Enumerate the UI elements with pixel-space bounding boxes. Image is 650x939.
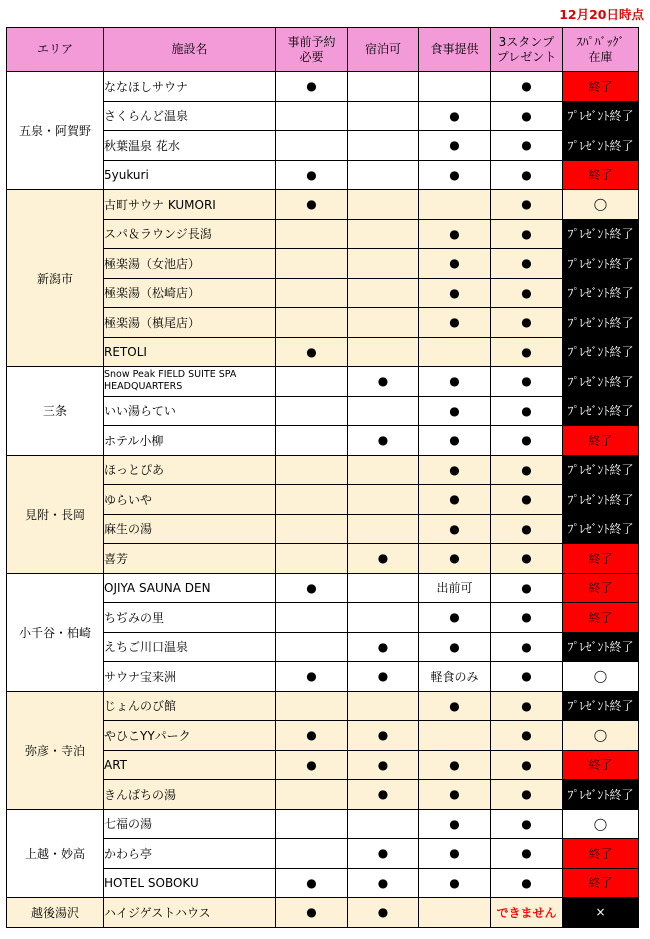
stay-cell: ●	[348, 839, 419, 869]
table-row	[7, 190, 639, 220]
stay-cell	[348, 160, 419, 190]
facility-name: 極楽湯（女池店）	[104, 249, 276, 279]
stamp-cell: ●	[491, 780, 563, 810]
stock-status: ﾌﾟﾚｾﾞﾝﾄ終了	[563, 219, 639, 249]
facility-name: 秋葉温泉 花水	[104, 131, 276, 161]
meal-cell: ●	[419, 160, 491, 190]
meal-cell: ●	[419, 455, 491, 485]
stamp-cell: ●	[491, 485, 563, 515]
meal-cell: ●	[419, 868, 491, 898]
stay-cell	[348, 573, 419, 603]
reservation-cell: ●	[276, 72, 348, 102]
stay-cell	[348, 219, 419, 249]
meal-cell: ●	[419, 426, 491, 456]
meal-cell: 出前可	[419, 573, 491, 603]
stock-status: ×	[563, 898, 639, 928]
header-row	[7, 28, 639, 72]
reservation-cell	[276, 839, 348, 869]
reservation-cell: ●	[276, 662, 348, 692]
stay-cell	[348, 514, 419, 544]
table-row	[7, 72, 639, 102]
facility-name: ちぢみの里	[104, 603, 276, 633]
facility-name: スパ＆ラウンジ長潟	[104, 219, 276, 249]
meal-cell: ●	[419, 691, 491, 721]
stock-status: ﾌﾟﾚｾﾞﾝﾄ終了	[563, 308, 639, 338]
facility-name: ホテル小柳	[104, 426, 276, 456]
stay-cell	[348, 72, 419, 102]
stock-status: ﾌﾟﾚｾﾞﾝﾄ終了	[563, 485, 639, 515]
stamp-cell: ●	[491, 455, 563, 485]
stock-status: 終了	[563, 839, 639, 869]
stock-status: ﾌﾟﾚｾﾞﾝﾄ終了	[563, 278, 639, 308]
facility-name: 極楽湯（槙尾店）	[104, 308, 276, 338]
meal-cell: ●	[419, 603, 491, 633]
header-facility: 施設名	[104, 28, 276, 72]
area-cell: 弥彦・寺泊	[7, 691, 104, 809]
stamp-cell: ●	[491, 278, 563, 308]
stamp-cell: ●	[491, 72, 563, 102]
reservation-cell	[276, 691, 348, 721]
stay-cell	[348, 455, 419, 485]
reservation-cell	[276, 101, 348, 131]
stock-status: 終了	[563, 160, 639, 190]
stamp-cell: ●	[491, 603, 563, 633]
reservation-cell	[276, 809, 348, 839]
stock-status: 終了	[563, 750, 639, 780]
table-row	[7, 573, 639, 603]
meal-cell: ●	[419, 809, 491, 839]
facility-name: Snow Peak FIELD SUITE SPA HEADQUARTERS	[104, 367, 276, 397]
stamp-cell: ●	[491, 514, 563, 544]
area-cell: 五泉・阿賀野	[7, 72, 104, 190]
facility-name: きんぱちの湯	[104, 780, 276, 810]
table-row	[7, 898, 639, 928]
facility-name: さくらんど温泉	[104, 101, 276, 131]
stamp-cell: ●	[491, 868, 563, 898]
stay-cell: ●	[348, 367, 419, 397]
facility-name: 喜芳	[104, 544, 276, 574]
stock-status: 終了	[563, 868, 639, 898]
stock-status: 終了	[563, 72, 639, 102]
stock-status: ﾌﾟﾚｾﾞﾝﾄ終了	[563, 337, 639, 367]
stay-cell	[348, 337, 419, 367]
meal-cell: ●	[419, 131, 491, 161]
stamp-cell: ●	[491, 337, 563, 367]
stock-status: ◯	[563, 809, 639, 839]
meal-cell: ●	[419, 219, 491, 249]
facility-name: HOTEL SOBOKU	[104, 868, 276, 898]
stock-status: ◯	[563, 662, 639, 692]
meal-cell: ●	[419, 278, 491, 308]
facility-name: ハイジゲストハウス	[104, 898, 276, 928]
stay-cell	[348, 131, 419, 161]
stay-cell: ●	[348, 544, 419, 574]
area-cell: 新潟市	[7, 190, 104, 367]
stamp-cell: ●	[491, 691, 563, 721]
stock-status: ﾌﾟﾚｾﾞﾝﾄ終了	[563, 514, 639, 544]
facility-name: サウナ宝来洲	[104, 662, 276, 692]
stamp-cell: できません	[491, 898, 563, 928]
stay-cell: ●	[348, 632, 419, 662]
stamp-cell: ●	[491, 573, 563, 603]
stock-status: ﾌﾟﾚｾﾞﾝﾄ終了	[563, 691, 639, 721]
stamp-cell: ●	[491, 632, 563, 662]
stock-status: ﾌﾟﾚｾﾞﾝﾄ終了	[563, 455, 639, 485]
reservation-cell	[276, 131, 348, 161]
meal-cell: ●	[419, 249, 491, 279]
reservation-cell	[276, 219, 348, 249]
stay-cell	[348, 308, 419, 338]
stay-cell: ●	[348, 868, 419, 898]
stay-cell	[348, 485, 419, 515]
facility-name: ゆらいや	[104, 485, 276, 515]
meal-cell: ●	[419, 396, 491, 426]
reservation-cell	[276, 278, 348, 308]
stay-cell: ●	[348, 750, 419, 780]
reservation-cell	[276, 485, 348, 515]
stock-status: ﾌﾟﾚｾﾞﾝﾄ終了	[563, 367, 639, 397]
stamp-cell: ●	[491, 721, 563, 751]
stay-cell	[348, 691, 419, 721]
reservation-cell: ●	[276, 190, 348, 220]
reservation-cell	[276, 396, 348, 426]
facility-name: OJIYA SAUNA DEN	[104, 573, 276, 603]
reservation-cell	[276, 780, 348, 810]
stamp-cell: ●	[491, 101, 563, 131]
stock-status: ﾌﾟﾚｾﾞﾝﾄ終了	[563, 632, 639, 662]
meal-cell	[419, 337, 491, 367]
facility-name: ほっとぴあ	[104, 455, 276, 485]
stay-cell: ●	[348, 721, 419, 751]
table-row	[7, 367, 639, 397]
area-cell: 見附・長岡	[7, 455, 104, 573]
reservation-cell: ●	[276, 160, 348, 190]
reservation-cell	[276, 544, 348, 574]
stock-status: 終了	[563, 544, 639, 574]
header-reservation: 事前予約 必要	[276, 28, 348, 72]
facility-name: かわら亭	[104, 839, 276, 869]
stock-status: 終了	[563, 426, 639, 456]
meal-cell: ●	[419, 101, 491, 131]
meal-cell	[419, 721, 491, 751]
reservation-cell: ●	[276, 750, 348, 780]
stock-status: ﾌﾟﾚｾﾞﾝﾄ終了	[563, 131, 639, 161]
meal-cell: ●	[419, 367, 491, 397]
reservation-cell	[276, 455, 348, 485]
facility-name: じょんのび館	[104, 691, 276, 721]
stamp-cell: ●	[491, 131, 563, 161]
reservation-cell	[276, 249, 348, 279]
table-row	[7, 455, 639, 485]
table-body	[7, 72, 639, 928]
reservation-cell: ●	[276, 721, 348, 751]
meal-cell: 軽食のみ	[419, 662, 491, 692]
stay-cell	[348, 278, 419, 308]
as-of-date: 12月20日時点	[559, 7, 644, 22]
table-row	[7, 691, 639, 721]
facility-name: 七福の湯	[104, 809, 276, 839]
header-area: エリア	[7, 28, 104, 72]
area-cell: 上越・妙高	[7, 809, 104, 898]
reservation-cell: ●	[276, 337, 348, 367]
stay-cell	[348, 603, 419, 633]
stamp-cell: ●	[491, 809, 563, 839]
area-cell: 越後湯沢	[7, 898, 104, 928]
stock-status: 終了	[563, 603, 639, 633]
header-stock: ｽﾊﾟﾊﾞｯｸﾞ 在庫	[563, 28, 639, 72]
meal-cell: ●	[419, 750, 491, 780]
stamp-cell: ●	[491, 219, 563, 249]
stay-cell	[348, 809, 419, 839]
facility-name: いい湯らてい	[104, 396, 276, 426]
reservation-cell	[276, 632, 348, 662]
stock-status: ﾌﾟﾚｾﾞﾝﾄ終了	[563, 396, 639, 426]
stay-cell	[348, 101, 419, 131]
facility-name: ART	[104, 750, 276, 780]
stamp-cell: ●	[491, 662, 563, 692]
meal-cell	[419, 898, 491, 928]
meal-cell	[419, 190, 491, 220]
stock-status: ◯	[563, 721, 639, 751]
facility-name: 麻生の湯	[104, 514, 276, 544]
stamp-cell: ●	[491, 367, 563, 397]
stamp-cell: ●	[491, 396, 563, 426]
facility-name: 5yukuri	[104, 160, 276, 190]
stamp-cell: ●	[491, 750, 563, 780]
meal-cell: ●	[419, 485, 491, 515]
stay-cell: ●	[348, 426, 419, 456]
stock-status: ﾌﾟﾚｾﾞﾝﾄ終了	[563, 101, 639, 131]
meal-cell: ●	[419, 308, 491, 338]
reservation-cell: ●	[276, 868, 348, 898]
stamp-cell: ●	[491, 544, 563, 574]
stamp-cell: ●	[491, 249, 563, 279]
reservation-cell	[276, 308, 348, 338]
meal-cell	[419, 72, 491, 102]
stock-status: ◯	[563, 190, 639, 220]
reservation-cell	[276, 367, 348, 397]
facility-name: 古町サウナ KUMORI	[104, 190, 276, 220]
reservation-cell	[276, 603, 348, 633]
meal-cell: ●	[419, 839, 491, 869]
stay-cell	[348, 249, 419, 279]
area-cell: 小千谷・柏崎	[7, 573, 104, 691]
meal-cell: ●	[419, 780, 491, 810]
stay-cell: ●	[348, 780, 419, 810]
stamp-cell: ●	[491, 308, 563, 338]
stamp-cell: ●	[491, 839, 563, 869]
meal-cell: ●	[419, 514, 491, 544]
header-stamp: 3スタンプ プレゼント	[491, 28, 563, 72]
meal-cell: ●	[419, 544, 491, 574]
stay-cell	[348, 190, 419, 220]
facility-name: やひこYYパーク	[104, 721, 276, 751]
stock-status: 終了	[563, 573, 639, 603]
header-stay: 宿泊可	[348, 28, 419, 72]
stay-cell: ●	[348, 898, 419, 928]
reservation-cell: ●	[276, 573, 348, 603]
stock-status: ﾌﾟﾚｾﾞﾝﾄ終了	[563, 780, 639, 810]
facility-name: 極楽湯（松崎店）	[104, 278, 276, 308]
meal-cell: ●	[419, 632, 491, 662]
reservation-cell	[276, 426, 348, 456]
area-cell: 三条	[7, 367, 104, 456]
facility-name: えちご川口温泉	[104, 632, 276, 662]
header-meal: 食事提供	[419, 28, 491, 72]
facility-name: ななほしサウナ	[104, 72, 276, 102]
reservation-cell	[276, 514, 348, 544]
stay-cell: ●	[348, 662, 419, 692]
stamp-cell: ●	[491, 160, 563, 190]
stock-status: ﾌﾟﾚｾﾞﾝﾄ終了	[563, 249, 639, 279]
stamp-cell: ●	[491, 190, 563, 220]
stay-cell	[348, 396, 419, 426]
reservation-cell: ●	[276, 898, 348, 928]
table-row	[7, 809, 639, 839]
facility-table	[6, 27, 639, 928]
stamp-cell: ●	[491, 426, 563, 456]
facility-name: RETOLI	[104, 337, 276, 367]
